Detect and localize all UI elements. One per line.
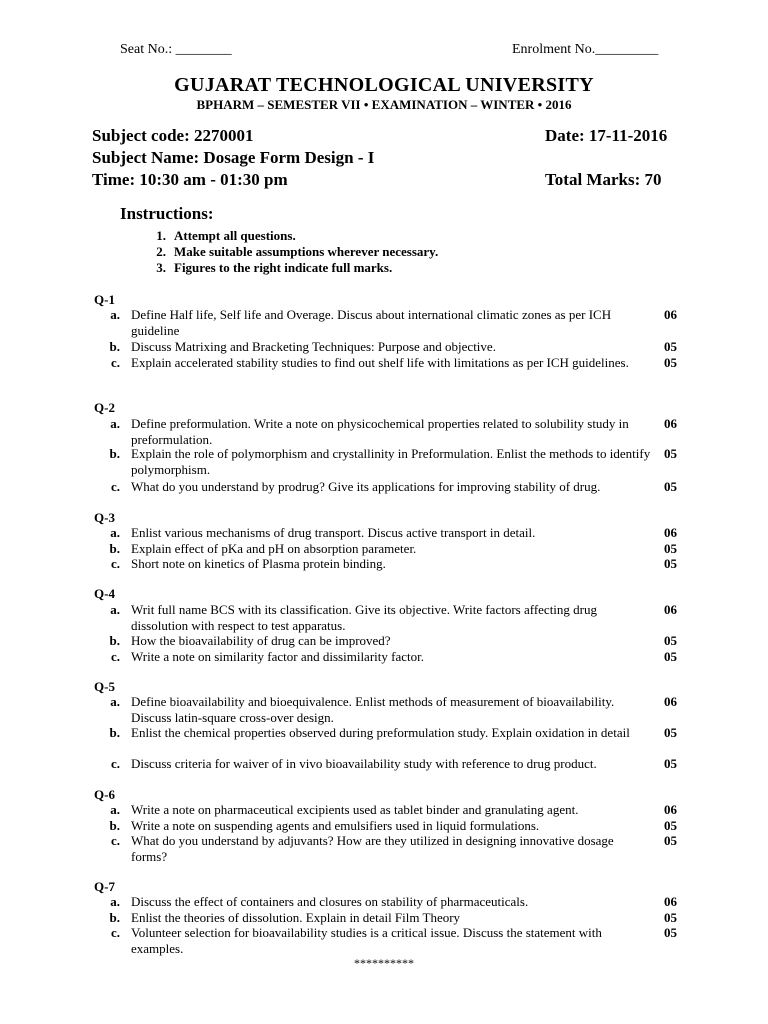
- part-marks: 06: [664, 416, 677, 431]
- part-text: How the bioavailability of drug can be improved?: [131, 633, 391, 648]
- part-letter: b.: [109, 725, 120, 740]
- part-text: Enlist various mechanisms of drug transport. Discus active transport in detail.: [131, 525, 536, 540]
- part-text: Define Half life, Self life and Overage. Discus about international climatic zones as per ICH guideline: [131, 307, 612, 338]
- part-letter: c.: [110, 479, 120, 494]
- part-marks: 05: [664, 355, 677, 370]
- part-text: Write a note on suspending agents and emulsifiers used in liquid formulations.: [131, 818, 540, 833]
- part-letter: a.: [110, 307, 120, 322]
- exam-line: BPHARM – SEMESTER VII • EXAMINATION – WINTER • 2016: [196, 97, 572, 112]
- part-letter: b.: [109, 910, 120, 925]
- instruction-number: 2.: [156, 244, 166, 259]
- part-marks: 05: [664, 556, 677, 571]
- part-marks: 05: [664, 925, 677, 940]
- part-letter: c.: [110, 649, 120, 664]
- seat-number-field: Seat No.: ________: [120, 42, 232, 57]
- part-letter: b.: [109, 541, 120, 556]
- part-marks: 05: [664, 910, 677, 925]
- instruction-text: Figures to the right indicate full marks.: [174, 260, 393, 275]
- question-label: Q-4: [94, 586, 115, 601]
- subject-code: Subject code: 2270001: [92, 126, 254, 145]
- part-text: Discuss the effect of containers and closures on stability of pharmaceuticals.: [131, 894, 529, 909]
- part-text: Explain the role of polymorphism and crystallinity in Preformulation. Enlist the methods to identify polymorphism.: [131, 446, 651, 477]
- question-label: Q-6: [94, 787, 115, 802]
- exam-time: Time: 10:30 am - 01:30 pm: [92, 170, 288, 189]
- question-label: Q-5: [94, 679, 115, 694]
- part-letter: a.: [110, 416, 120, 431]
- part-text: Enlist the chemical properties observed during preformulation study. Explain oxidation in detail: [131, 725, 630, 740]
- part-letter: a.: [110, 802, 120, 817]
- part-letter: b.: [109, 818, 120, 833]
- end-of-paper-mark: **********: [354, 956, 414, 970]
- part-marks: 05: [664, 633, 677, 648]
- question-label: Q-1: [94, 292, 115, 307]
- part-text: Write a note on pharmaceutical excipients used as tablet binder and granulating agent.: [131, 802, 579, 817]
- part-text: Volunteer selection for bioavailability studies is a critical issue. Discuss the statement with examples.: [131, 925, 602, 956]
- part-marks: 06: [664, 525, 677, 540]
- part-marks: 06: [664, 307, 677, 322]
- part-text: Writ full name BCS with its classification. Give its objective. Write factors affecting drug dissolution with respect to test apparatus.: [131, 602, 598, 633]
- part-text: Enlist the theories of dissolution. Explain in detail Film Theory: [131, 910, 461, 925]
- part-marks: 05: [664, 818, 677, 833]
- part-text: Short note on kinetics of Plasma protein binding.: [131, 556, 386, 571]
- part-letter: c.: [110, 756, 120, 771]
- enrolment-number-field: Enrolment No._________: [512, 42, 659, 57]
- part-letter: c.: [110, 833, 120, 848]
- part-text: Define bioavailability and bioequivalence. Enlist methods of measurement of bioavailability. Discuss latin-square cross-over design.: [131, 694, 615, 725]
- part-text: Write a note on similarity factor and dissimilarity factor.: [131, 649, 424, 664]
- part-marks: 05: [664, 833, 677, 848]
- part-letter: a.: [110, 602, 120, 617]
- part-letter: b.: [109, 633, 120, 648]
- part-marks: 05: [664, 339, 677, 354]
- part-letter: c.: [110, 556, 120, 571]
- exam-date: Date: 17-11-2016: [545, 126, 668, 145]
- part-letter: b.: [109, 339, 120, 354]
- question-label: Q-3: [94, 510, 115, 525]
- question-label: Q-2: [94, 400, 115, 415]
- total-marks: Total Marks: 70: [545, 170, 662, 189]
- part-text: Discuss Matrixing and Bracketing Techniques: Purpose and objective.: [131, 339, 496, 354]
- part-marks: 06: [664, 694, 677, 709]
- part-letter: a.: [110, 694, 120, 709]
- part-letter: c.: [110, 925, 120, 940]
- part-letter: b.: [109, 446, 120, 461]
- part-text: What do you understand by adjuvants? How are they utilized in designing innovative dosage forms?: [131, 833, 614, 864]
- instruction-text: Attempt all questions.: [174, 228, 296, 243]
- part-text: Discuss criteria for waiver of in vivo bioavailability study with reference to drug product.: [131, 756, 597, 771]
- part-marks: 06: [664, 894, 677, 909]
- subject-name: Subject Name: Dosage Form Design - I: [92, 148, 375, 167]
- instruction-text: Make suitable assumptions wherever necessary.: [174, 244, 439, 259]
- instruction-number: 1.: [156, 228, 166, 243]
- part-marks: 05: [664, 446, 677, 461]
- part-text: Explain accelerated stability studies to find out shelf life with limitations as per ICH guidelines.: [131, 355, 629, 370]
- part-marks: 06: [664, 802, 677, 817]
- part-marks: 05: [664, 479, 677, 494]
- part-text: What do you understand by prodrug? Give its applications for improving stability of drug.: [131, 479, 601, 494]
- instruction-number: 3.: [156, 260, 166, 275]
- part-marks: 05: [664, 756, 677, 771]
- part-text: Explain effect of pKa and pH on absorption parameter.: [131, 541, 417, 556]
- part-text: Define preformulation. Write a note on physicochemical properties related to solubility study in preformulation.: [131, 416, 629, 447]
- instructions-heading: Instructions:: [120, 204, 214, 223]
- part-letter: a.: [110, 894, 120, 909]
- part-marks: 05: [664, 649, 677, 664]
- part-marks: 05: [664, 725, 677, 740]
- part-marks: 05: [664, 541, 677, 556]
- question-label: Q-7: [94, 879, 115, 894]
- university-title: GUJARAT TECHNOLOGICAL UNIVERSITY: [174, 74, 594, 96]
- part-letter: c.: [110, 355, 120, 370]
- part-marks: 06: [664, 602, 677, 617]
- part-letter: a.: [110, 525, 120, 540]
